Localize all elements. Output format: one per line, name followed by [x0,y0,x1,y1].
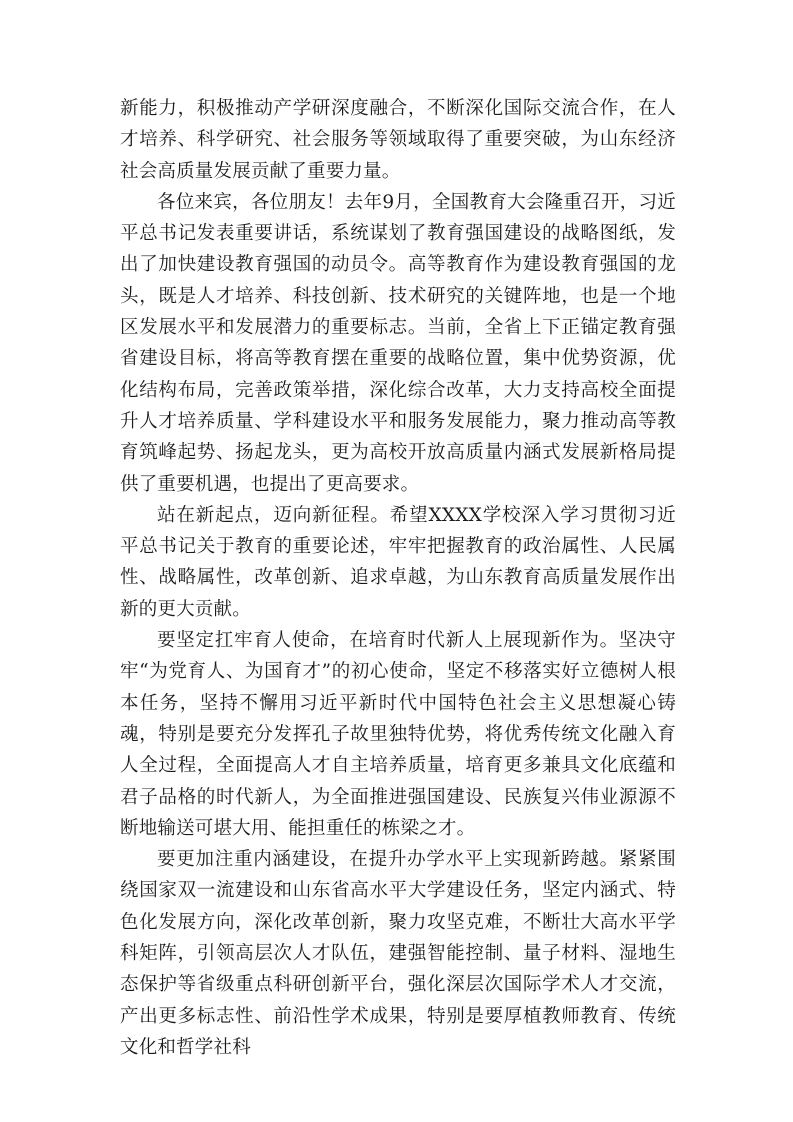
paragraph-greeting: 各位来宾，各位朋友！去年9月，全国教育大会隆重召开，习近平总书记发表重要讲话，系统谋划了教育强国建设的战略图纸，发出了加快建设教育强国的动员令。高等教育作为建设教育强国的龙头，既是人才培养、科技创新、技术研究的关键阵地，也是一个地区发展水平和发展潜力的重要标志。当前，全省上下正锚定教育强省建设目标，将高等教育摆在重要的战略位置，集中优势资源，优化结构布局，完善政策举措，深化综合改革，大力支持高校全面提升人才培养质量、学科建设水平和服务发展能力，聚力推动高等教育筑峰起势、扬起龙头，更为高校开放高质量内涵式发展新格局提供了重要机遇，也提出了更高要求。 [120,191,676,495]
paragraph-new-journey: 站在新起点，迈向新征程。希望XXXX学校深入学习贯彻习近平总书记关于教育的重要论述，牢牢把握教育的政治属性、人民属性、战略属性，改革创新、追求卓越，为山东教育高质量发展作出新的更大贡献。 [120,504,676,620]
paragraph-connotation-building: 要更加注重内涵建设，在提升办学水平上实现新跨越。紧紧围绕国家双一流建设和山东省高水平大学建设任务，坚定内涵式、特色化发展方向，深化改革创新，聚力攻坚克难，不断壮大高水平学科矩阵，引领高层次人才队伍，建强智能控制、量子材料、湿地生态保护等省级重点科研创新平台，强化深层次国际学术人才交流，产出更多标志性、前沿性学术成果，特别是要厚植教师教育、传统文化和哲学社科 [120,849,676,1058]
paragraph-continuation: 新能力，积极推动产学研深度融合，不断深化国际交流合作，在人才培养、科学研究、社会服务等领域取得了重要突破，为山东经济社会高质量发展贡献了重要力量。 [120,98,676,182]
document-body [120,93,676,1063]
paragraph-education-mission: 要坚定扛牢育人使命，在培育时代新人上展现新作为。坚决守牢“为党育人、为国育才”的初心使命，坚定不移落实好立德树人根本任务，坚持不懈用习近平新时代中国特色社会主义思想凝心铸魂，特别是要充分发挥孔子故里独特优势，将优秀传统文化融入育人全过程，全面提高人才自主培养质量，培育更多兼具文化底蕴和君子品格的时代新人，为全面推进强国建设、民族复兴伟业源源不断地输送可堪大用、能担重任的栋梁之才。 [120,630,676,839]
